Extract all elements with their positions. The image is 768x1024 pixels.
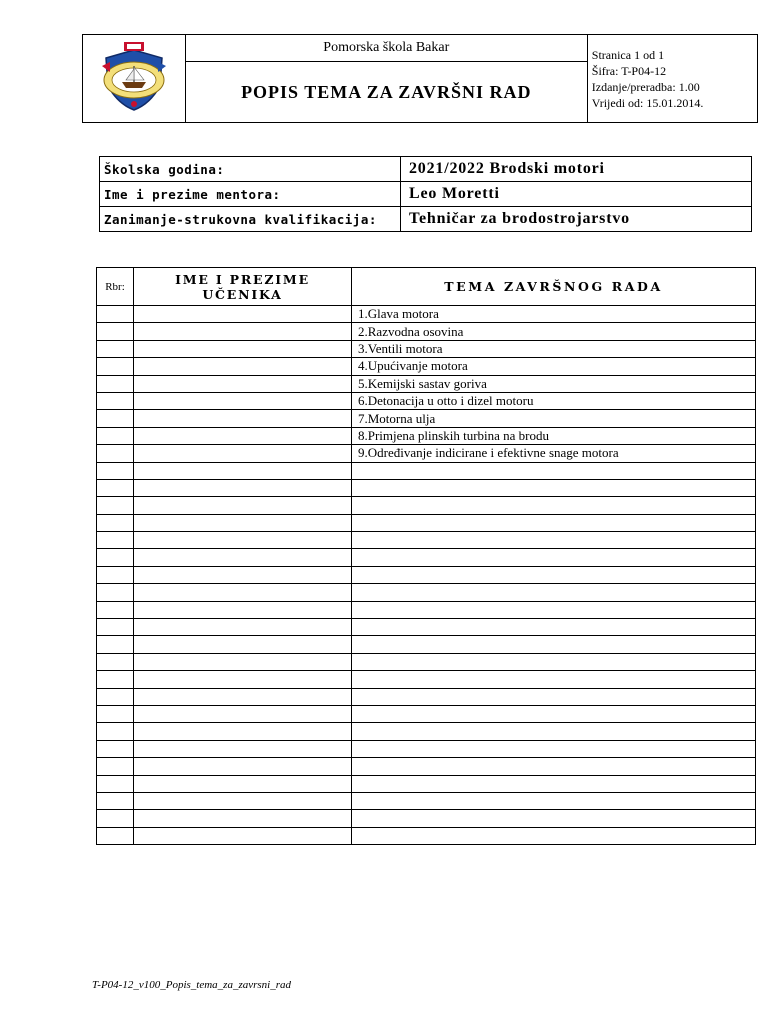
student-cell	[134, 705, 352, 722]
table-row	[97, 358, 756, 375]
topic-cell: 8.Primjena plinskih turbina na brodu	[352, 427, 756, 444]
rbr-cell	[97, 532, 134, 549]
rbr-cell	[97, 827, 134, 844]
topic-cell	[352, 636, 756, 653]
topic-cell	[352, 723, 756, 740]
table-row	[97, 705, 756, 722]
rbr-cell	[97, 358, 134, 375]
student-cell	[134, 514, 352, 531]
table-row	[97, 566, 756, 583]
table-row	[97, 619, 756, 636]
school-year-value: 2021/2022 Brodski motori	[401, 157, 752, 182]
student-cell	[134, 723, 352, 740]
table-row	[97, 758, 756, 775]
mentor-value: Leo Moretti	[401, 182, 752, 207]
rbr-cell	[97, 584, 134, 601]
topics-header-row	[97, 268, 756, 306]
school-name: Pomorska škola Bakar	[185, 35, 587, 62]
table-row	[97, 671, 756, 688]
student-cell	[134, 619, 352, 636]
rbr-cell	[97, 792, 134, 809]
student-cell	[134, 566, 352, 583]
rbr-cell	[97, 566, 134, 583]
table-row	[97, 410, 756, 427]
rbr-cell	[97, 410, 134, 427]
info-row-school-year	[100, 157, 752, 182]
topic-cell: 7.Motorna ulja	[352, 410, 756, 427]
student-cell	[134, 375, 352, 392]
footer-doc-id: T-P04-12_v100_Popis_tema_za_zavrsni_rad	[92, 979, 292, 991]
student-cell	[134, 549, 352, 566]
student-cell	[134, 462, 352, 479]
table-row	[97, 549, 756, 566]
student-cell	[134, 479, 352, 496]
info-row-occupation	[100, 207, 752, 232]
topic-cell	[352, 740, 756, 757]
rbr-cell	[97, 671, 134, 688]
col-student-header: IME I PREZIME UČENIKA	[134, 268, 352, 306]
table-row	[97, 584, 756, 601]
student-cell	[134, 427, 352, 444]
student-cell	[134, 810, 352, 827]
topics-table	[96, 267, 756, 845]
topic-cell	[352, 601, 756, 618]
topic-cell	[352, 705, 756, 722]
topic-cell: 5.Kemijski sastav goriva	[352, 375, 756, 392]
table-row	[97, 775, 756, 792]
info-table	[99, 156, 752, 232]
rbr-cell	[97, 775, 134, 792]
topic-cell	[352, 514, 756, 531]
student-cell	[134, 601, 352, 618]
student-cell	[134, 584, 352, 601]
rbr-cell	[97, 758, 134, 775]
rbr-cell	[97, 636, 134, 653]
document-code: Šifra: T-P04-12	[591, 63, 667, 78]
table-row	[97, 306, 756, 323]
topic-cell	[352, 532, 756, 549]
mentor-label: Ime i prezime mentora:	[100, 182, 401, 207]
topic-cell	[352, 549, 756, 566]
topic-cell	[352, 827, 756, 844]
topic-cell	[352, 497, 756, 514]
student-cell	[134, 758, 352, 775]
rbr-cell	[97, 306, 134, 323]
rbr-cell	[97, 392, 134, 409]
rbr-cell	[97, 497, 134, 514]
topic-cell	[352, 584, 756, 601]
topic-cell	[352, 479, 756, 496]
info-row-mentor	[100, 182, 752, 207]
rbr-cell	[97, 375, 134, 392]
rbr-cell	[97, 549, 134, 566]
table-row	[97, 532, 756, 549]
topic-cell	[352, 810, 756, 827]
rbr-cell	[97, 340, 134, 357]
table-row	[97, 601, 756, 618]
student-cell	[134, 445, 352, 462]
topic-cell: 2.Razvodna osovina	[352, 323, 756, 340]
table-row	[97, 427, 756, 444]
table-row	[97, 392, 756, 409]
logo-cell	[83, 35, 186, 123]
student-cell	[134, 532, 352, 549]
rbr-cell	[97, 514, 134, 531]
student-cell	[134, 740, 352, 757]
topic-cell	[352, 758, 756, 775]
student-cell	[134, 410, 352, 427]
rbr-cell	[97, 427, 134, 444]
student-cell	[134, 653, 352, 670]
student-cell	[134, 775, 352, 792]
rbr-cell	[97, 740, 134, 757]
rbr-cell	[97, 323, 134, 340]
table-row	[97, 445, 756, 462]
topic-cell	[352, 619, 756, 636]
rbr-cell	[97, 619, 134, 636]
student-cell	[134, 688, 352, 705]
rbr-cell	[97, 653, 134, 670]
school-year-label: Školska godina:	[100, 157, 401, 182]
table-row	[97, 740, 756, 757]
rbr-cell	[97, 601, 134, 618]
topic-cell	[352, 792, 756, 809]
table-row	[97, 688, 756, 705]
table-row	[97, 636, 756, 653]
student-cell	[134, 636, 352, 653]
rbr-cell	[97, 810, 134, 827]
edition: Izdanje/preradba: 1.00	[591, 79, 700, 94]
col-topic-header: TEMA ZAVRŠNOG RADA	[352, 268, 756, 306]
topic-cell	[352, 653, 756, 670]
rbr-cell	[97, 445, 134, 462]
table-row	[97, 792, 756, 809]
page-number: Stranica 1 od 1	[591, 47, 665, 62]
topic-cell: 1.Glava motora	[352, 306, 756, 323]
table-row	[97, 497, 756, 514]
table-row	[97, 375, 756, 392]
student-cell	[134, 306, 352, 323]
topic-cell	[352, 671, 756, 688]
school-crest-logo-icon	[94, 36, 174, 116]
student-cell	[134, 340, 352, 357]
table-row	[97, 323, 756, 340]
occupation-label: Zanimanje-strukovna kvalifikacija:	[100, 207, 401, 232]
document-title: POPIS TEMA ZA ZAVRŠNI RAD	[185, 62, 587, 123]
rbr-cell	[97, 462, 134, 479]
topic-cell: 9.Određivanje indicirane i efektivne snage motora	[352, 445, 756, 462]
student-cell	[134, 323, 352, 340]
student-cell	[134, 358, 352, 375]
table-row	[97, 340, 756, 357]
topic-cell	[352, 688, 756, 705]
table-row	[97, 827, 756, 844]
table-row	[97, 514, 756, 531]
student-cell	[134, 792, 352, 809]
table-row	[97, 723, 756, 740]
topic-cell: 3.Ventili motora	[352, 340, 756, 357]
student-cell	[134, 671, 352, 688]
student-cell	[134, 497, 352, 514]
topic-cell: 4.Upućivanje motora	[352, 358, 756, 375]
table-row	[97, 479, 756, 496]
topic-cell: 6.Detonacija u otto i dizel motoru	[352, 392, 756, 409]
document-header	[82, 34, 758, 123]
rbr-cell	[97, 479, 134, 496]
topic-cell	[352, 462, 756, 479]
topic-cell	[352, 775, 756, 792]
rbr-cell	[97, 688, 134, 705]
table-row	[97, 653, 756, 670]
valid-from: Vrijedi od: 15.01.2014.	[591, 95, 704, 110]
occupation-value: Tehničar za brodostrojarstvo	[401, 207, 752, 232]
table-row	[97, 462, 756, 479]
col-rbr-header: Rbr:	[97, 268, 134, 306]
rbr-cell	[97, 723, 134, 740]
student-cell	[134, 827, 352, 844]
student-cell	[134, 392, 352, 409]
topic-cell	[352, 566, 756, 583]
rbr-cell	[97, 705, 134, 722]
table-row	[97, 810, 756, 827]
document-meta	[587, 35, 757, 123]
